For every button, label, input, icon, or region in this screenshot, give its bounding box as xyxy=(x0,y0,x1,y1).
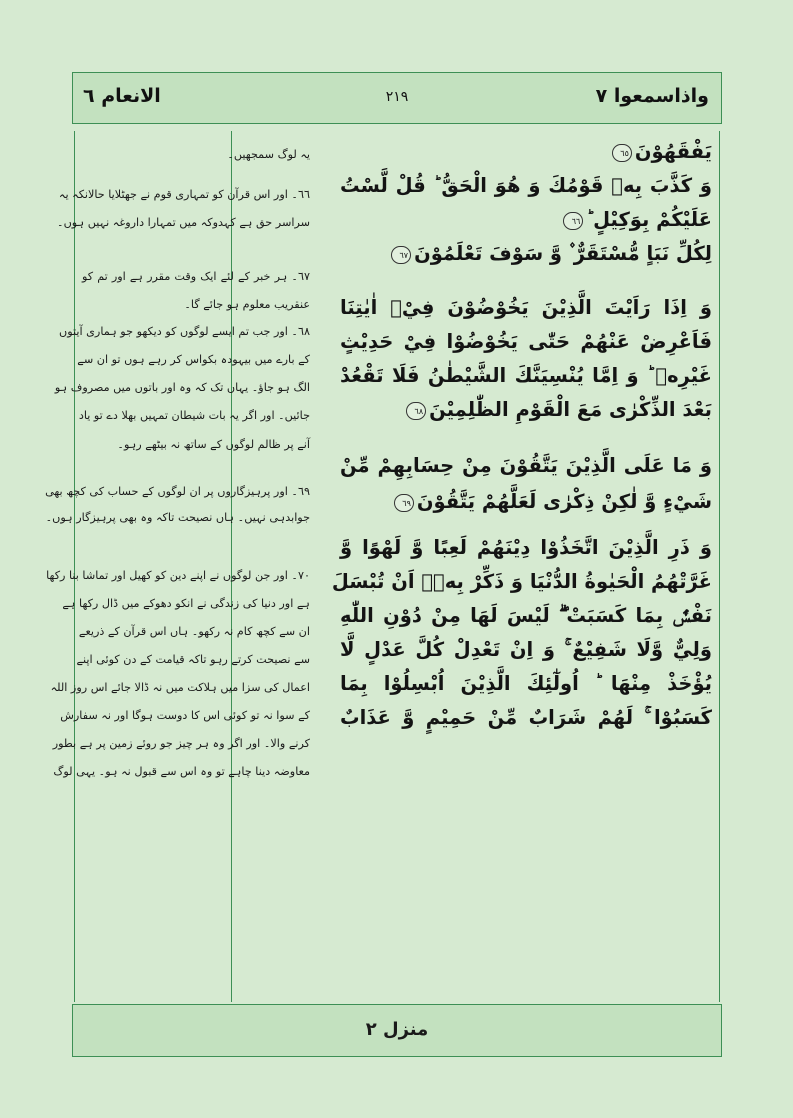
arabic-line xyxy=(340,633,712,667)
ayah-number-marker-icon: ٦٥ xyxy=(612,144,632,162)
arabic-line xyxy=(340,531,712,565)
ayah-number-marker-icon: ٦٧ xyxy=(391,246,411,264)
arabic-line-text: غَيْرِهٖ ؕ وَ اِمَّا يُنْسِيَنَّكَ الشَّيْطٰنُ فَلَا تَقْعُدْ xyxy=(340,364,712,387)
translation-line: ٦٨۔ اور جب تم ایسے لوگوں کو دیکھو جو ہماری آیتوں xyxy=(59,325,310,338)
translation-line: عنقریب معلوم ہو جائے گا۔ xyxy=(184,298,310,311)
page-header xyxy=(72,72,722,124)
translation-line: ٦٦۔ اور اس قرآن کو تمہاری قوم نے جھٹلایا حالانکہ یہ xyxy=(58,188,310,201)
translation-line: اعمال کی سزا میں ہلاکت میں نہ ڈالا جائے اس روز اللہ xyxy=(50,681,310,694)
arabic-line-text: وَ ذَرِ الَّذِيْنَ اتَّخَذُوْا دِيْنَهُمْ لَعِبًا وَّ لَهْوًا وَّ xyxy=(340,536,712,559)
arabic-line xyxy=(340,291,712,325)
arabic-line-text: يَفْقَهُوْنَ xyxy=(634,140,712,163)
arabic-line xyxy=(340,169,712,203)
arabic-line xyxy=(340,599,712,633)
translation-line: کے سوا نہ تو کوئی اس کا دوست ہوگا اور نہ سفارش xyxy=(60,709,310,722)
arabic-line-text: شَيْءٍ وَّ لٰكِنْ ذِكْرٰى لَعَلَّهُمْ يَتَّقُوْنَ xyxy=(416,490,712,513)
arabic-line xyxy=(340,485,712,519)
arabic-line-text: فَاَعْرِضْ عَنْهُمْ حَتّٰى يَخُوْضُوْا فِيْ حَدِيْثٍ xyxy=(340,330,712,353)
translation-line: ہے اور دنیا کی زندگی نے انکو دھوکے میں ڈال رکھا ہے xyxy=(62,597,310,610)
surah-name: الانعام ٦ xyxy=(83,85,161,107)
translation-line: کرنے والا۔ اور اگر وہ ہر چیز جو روئے زمین پر ہے بطور xyxy=(52,737,310,750)
arabic-line-text: لِكُلِّ نَبَاٍ مُّسْتَقَرٌّ ۫ وَّ سَوْفَ تَعْلَمُوْنَ xyxy=(414,242,712,265)
translation-line: ٦٧۔ ہر خبر کے لئے ایک وقت مقرر ہے اور تم کو xyxy=(82,270,310,283)
translation-line: آنے پر ظالم لوگوں کے ساتھ نہ بیٹھے رہو۔ xyxy=(117,438,310,451)
translation-line: ان سے کچھ کام نہ رکھو۔ ہاں اس قرآن کے ذریعے xyxy=(78,625,310,638)
translation-line: معاوضہ دینا چاہے تو وہ اس سے قبول نہ ہو۔ یہی لوگ xyxy=(53,765,310,778)
arabic-line-text: بَعْدَ الذِّكْرٰى مَعَ الْقَوْمِ الظّٰلِمِيْنَ xyxy=(429,398,712,421)
translation-line: جوابدہی نہیں۔ ہاں نصیحت تاکہ وہ بھی پرہیزگار ہوں۔ xyxy=(45,511,310,524)
translation-line: یہ لوگ سمجھیں۔ xyxy=(227,148,310,161)
arabic-line-text: عَلَيْكُمْ بِوَكِيْلٍ ؕ xyxy=(586,208,712,231)
arabic-line-text: وَ اِذَا رَاَيْتَ الَّذِيْنَ يَخُوْضُوْنَ فِيْۤ اٰيٰتِنَا xyxy=(340,296,712,319)
arabic-line xyxy=(340,667,712,701)
arabic-line-text: يُؤْخَذْ مِنْهَا ؕ اُولٰٓئِكَ الَّذِيْنَ اُبْسِلُوْا بِمَا xyxy=(340,672,712,695)
arabic-line-text: نَفْسٌۢ بِمَا كَسَبَتْ ۖۗ لَيْسَ لَهَا مِنْ دُوْنِ اللّٰهِ xyxy=(340,604,712,627)
page-number: ۲۱۹ xyxy=(385,89,409,105)
arabic-line xyxy=(340,325,712,359)
arabic-line xyxy=(340,359,712,393)
translation-line: ٧٠۔ اور جن لوگوں نے اپنے دین کو کھیل اور تماشا بنا رکھا xyxy=(46,569,310,582)
arabic-line xyxy=(340,203,712,237)
arabic-line xyxy=(340,393,712,427)
ayah-number-marker-icon: ٦٦ xyxy=(563,212,583,230)
para-name: واذاسمعوا ۷ xyxy=(595,85,709,107)
arabic-line-text: وَ كَذَّبَ بِهٖ قَوْمُكَ وَ هُوَ الْحَقُّ ؕ قُلْ لَّسْتُ xyxy=(340,174,712,197)
manzil-label: منزل ۲ xyxy=(365,1019,429,1040)
page-footer xyxy=(72,1004,722,1057)
translation-line: سے نصیحت کرتے رہو تاکہ قیامت کے دن کوئی اپنے xyxy=(76,653,310,666)
arabic-line-text: غَرَّتْهُمُ الْحَيٰوةُ الدُّنْيَا وَ ذَكِّرْ بِهٖۤ اَنْ تُبْسَلَ xyxy=(331,570,712,593)
ayah-number-marker-icon: ٦٨ xyxy=(406,402,426,420)
arabic-line xyxy=(340,449,712,483)
arabic-line xyxy=(331,565,712,599)
translation-line: سراسر حق ہے کہدوکہ میں تمہارا داروغہ نہیں ہوں۔ xyxy=(57,216,310,229)
arabic-line-text: وَ مَا عَلَى الَّذِيْنَ يَتَّقُوْنَ مِنْ حِسَابِهِمْ مِّنْ xyxy=(340,454,712,477)
translation-line: جائیں۔ اور اگر یہ بات شیطان تمہیں بھلا دے تو یاد xyxy=(78,409,310,422)
arabic-line xyxy=(340,237,712,271)
translation-line: ٦٩۔ اور پرہیزگاروں پر ان لوگوں کے حساب کی کچھ بھی xyxy=(45,485,310,498)
translation-line: کے بارے میں بیہودہ بکواس کر رہے ہوں تو ان سے xyxy=(77,353,310,366)
ayah-number-marker-icon: ٦٩ xyxy=(394,494,414,512)
translation-line: الگ ہو جاؤ۔ یہاں تک کہ وہ اور باتوں میں مصروف ہو xyxy=(54,381,310,394)
arabic-line-text: وَلِيٌّ وَّلَا شَفِيْعٌ ۚ وَ اِنْ تَعْدِلْ كُلَّ عَدْلٍ لَّا xyxy=(340,638,712,661)
arabic-line-text: كَسَبُوْا ۚ لَهُمْ شَرَابٌ مِّنْ حَمِيْمٍ وَّ عَذَابٌ xyxy=(340,706,712,729)
arabic-line xyxy=(340,701,712,735)
arabic-line xyxy=(340,135,712,169)
